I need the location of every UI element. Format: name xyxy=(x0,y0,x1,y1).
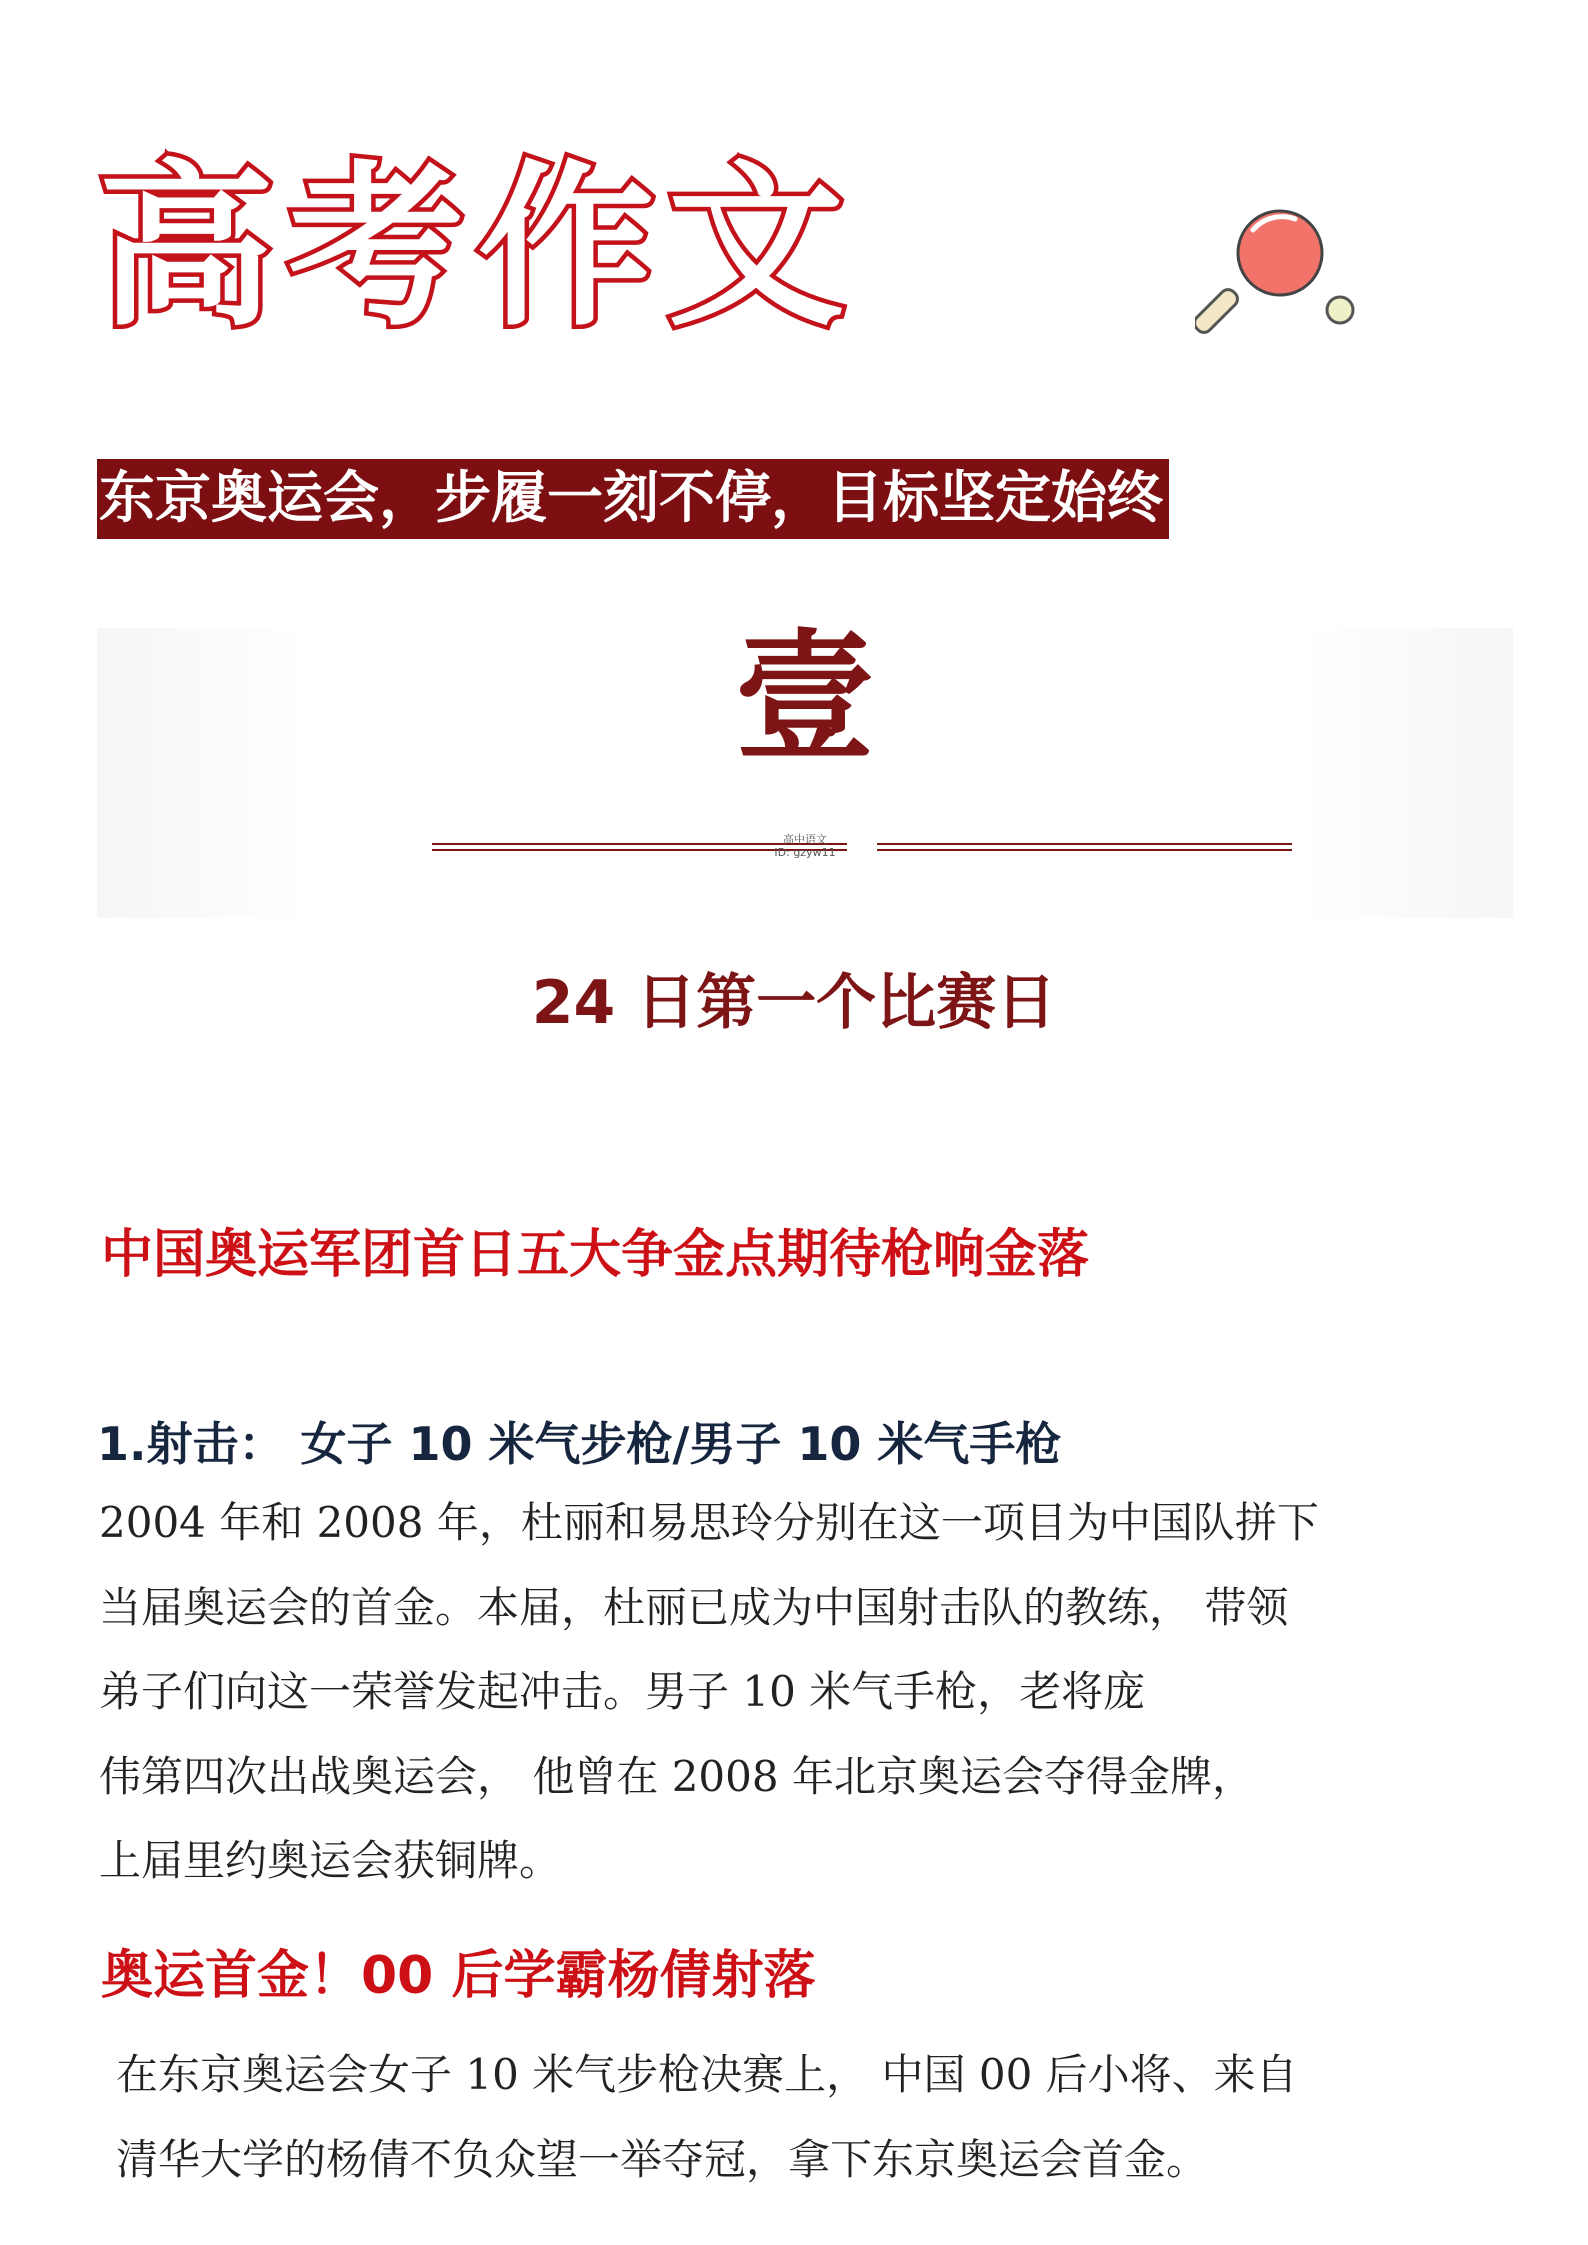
watermark-name: 高中语文 xyxy=(783,833,827,846)
text-line: 伟第四次出战奥运会， 他曾在 2008 年北京奥运会夺得金牌， xyxy=(99,1751,1254,1801)
text-line: 弟子们向这一荣誉发起冲击。男子 10 米气手枪，老将庞 xyxy=(99,1667,1146,1716)
heading-first-gold: 奥运首金！00 后学霸杨倩射落 xyxy=(101,1946,816,2006)
text-line: 清华大学的杨倩不负众望一举夺冠，拿下东京奥运会首金。 xyxy=(116,2134,1209,2184)
subtitle-banner: 东京奥运会，步履一刻不停，目标坚定始终 xyxy=(97,459,1169,539)
page-title: 高考作文 xyxy=(98,145,859,350)
day-heading: 24 日第一个比赛日 xyxy=(531,968,1057,1038)
subheading-shooting: 1.射击： 女子 10 米气步枪/男子 10 米气手枪 xyxy=(97,1417,1062,1471)
text-line: 当届奥运会的首金。本届，杜丽已成为中国射击队的教练， 带领 xyxy=(99,1582,1289,1632)
text-line: 2004 年和 2008 年，杜丽和易思玲分别在这一项目为中国队拼下 xyxy=(99,1498,1319,1547)
ping-pong-paddle-icon xyxy=(1195,205,1365,345)
text-line: 上届里约奥运会获铜牌。 xyxy=(99,1836,562,1885)
watermark xyxy=(97,833,1513,859)
paragraph-shooting xyxy=(99,1481,1319,1904)
heading-medal-hopes: 中国奥运军团首日五大争金点期待枪响金落 xyxy=(101,1225,1090,1285)
text-line: 在东京奥运会女子 10 米气步枪决赛上， 中国 00 后小将、来自 xyxy=(116,2050,1298,2099)
paragraph-first-gold xyxy=(116,2033,1298,2202)
section-numeral: 壹 xyxy=(734,616,875,780)
section-header-image xyxy=(97,616,1513,918)
watermark-id: ID: gzyw11 xyxy=(774,846,836,859)
